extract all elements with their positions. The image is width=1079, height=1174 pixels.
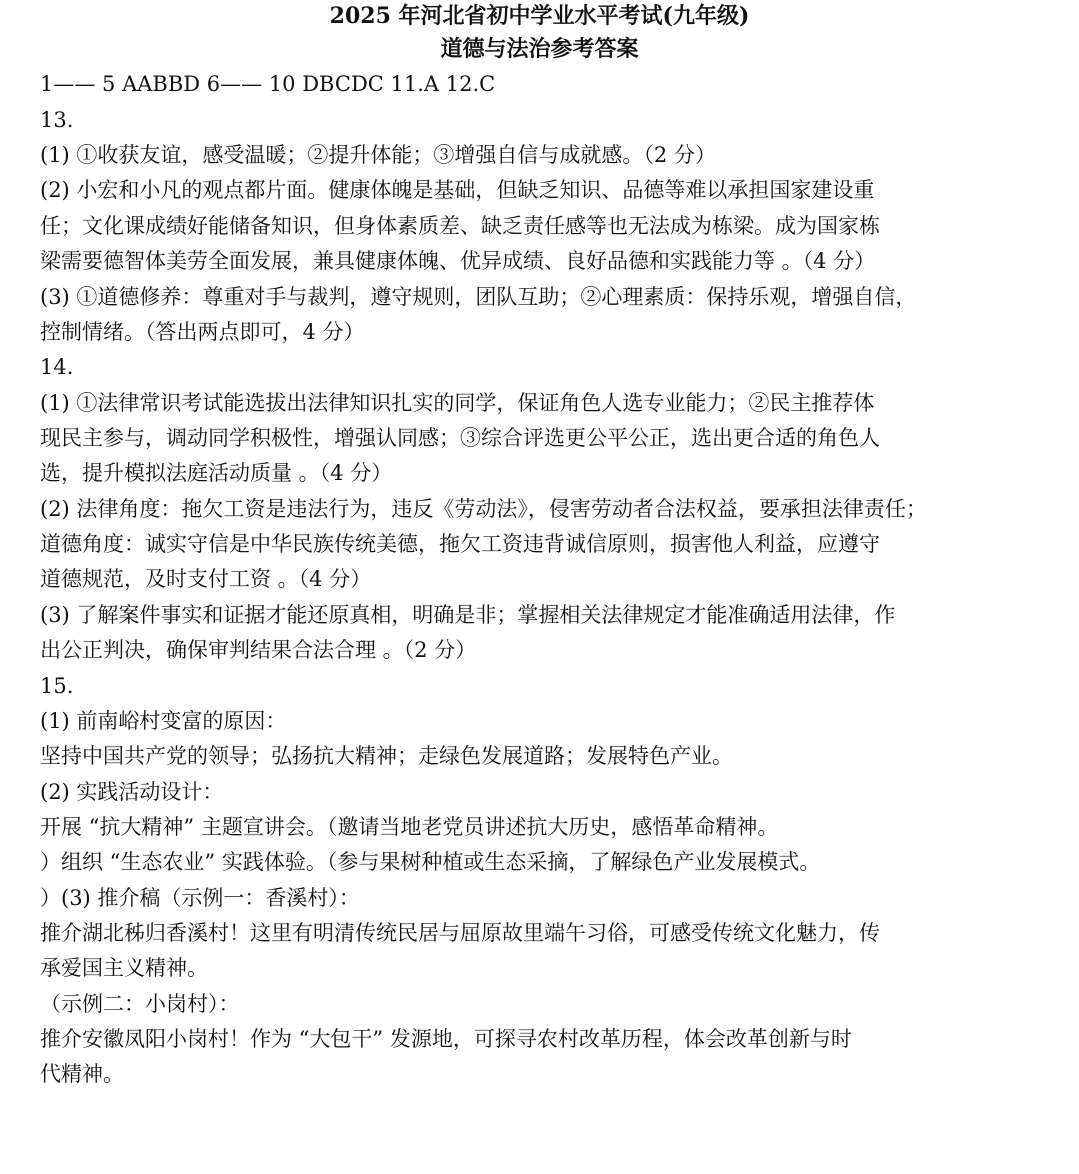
q15-part3-example1-line-2: 承爱国主义精神。 [40,956,208,980]
q14-part3-line-1: (3) 了解案件事实和证据才能还原真相，明确是非；掌握相关法律规定才能准确适用法律，作 [40,603,896,627]
q15-part3-example2-heading: （示例二：小岗村）： [40,992,240,1016]
q13-part1-line: (1) ①收获友谊，感受温暖；②提升体能；③增强自信与成就感。（2 分） [40,143,716,167]
document-subtitle: 道德与法治参考答案 [440,36,639,62]
q13-part2-line-3: 梁需要德智体美劳全面发展，兼具健康体魄、优异成绩、良好品德和实践能力等 。（4 分） [40,249,876,273]
document-title: 2025 年河北省初中学业水平考试(九年级) [329,3,750,29]
q13-part2-line-1: (2) 小宏和小凡的观点都片面。健康体魄是基础，但缺乏知识、品德等难以承担国家建设重 [40,178,875,202]
answers-choice-line: 1—— 5 AABBD 6—— 10 DBCDC 11.A 12.C [40,72,496,96]
q13-part3-line-1: (3) ①道德修养：尊重对手与裁判，遵守规则，团队互助；②心理素质：保持乐观，增强自信， [40,285,917,309]
q15-part3-example2-line-1: 推介安徽凤阳小岗村！作为 “大包干” 发源地，可探寻农村改革历程，体会改革创新与时 [40,1027,852,1051]
q14-part1-line-3: 选，提升模拟法庭活动质量 。（4 分） [40,461,393,485]
q15-part3-heading: ）(3) 推介稿（示例一：香溪村）： [40,886,360,910]
q15-part2-heading: (2) 实践活动设计： [40,780,224,804]
question-13-number: 13. [40,108,74,132]
q14-part2-line-2: 道德角度：诚实守信是中华民族传统美德，拖欠工资违背诚信原则，损害他人利益，应遵守 [40,532,880,556]
question-15-number: 15. [40,674,74,698]
q15-part1-answer: 坚持中国共产党的领导；弘扬抗大精神；走绿色发展道路；发展特色产业。 [40,744,733,768]
q14-part1-line-2: 现民主参与，调动同学积极性，增强认同感；③综合评选更公平公正，选出更合适的角色人 [40,426,880,450]
q14-part1-line-1: (1) ①法律常识考试能选拔出法律知识扎实的同学，保证角色人选专业能力；②民主推荐体 [40,391,875,415]
q13-part2-line-2: 任；文化课成绩好能储备知识，但身体素质差、缺乏责任感等也无法成为栋梁。成为国家栋 [40,214,880,238]
q14-part3-line-2: 出公正判决，确保审判结果合法合理 。（2 分） [40,638,477,662]
q15-part3-example2-line-2: 代精神。 [40,1062,124,1086]
q15-part2-line-1: 开展 “抗大精神” 主题宣讲会。（邀请当地老党员讲述抗大历史，感悟革命精神。 [40,815,779,839]
q15-part2-line-2: ）组织 “生态农业” 实践体验。（参与果树种植或生态采摘，了解绿色产业发展模式。 [40,850,821,874]
q14-part2-line-1: (2) 法律角度：拖欠工资是违法行为，违反《劳动法》，侵害劳动者合法权益，要承担法律责任； [40,497,927,521]
q13-part3-line-2: 控制情绪。（答出两点即可，4 分） [40,320,365,344]
q15-part1-heading: (1) 前南峪村变富的原因： [40,709,287,733]
question-14-number: 14. [40,355,74,379]
q15-part3-example1-line-1: 推介湖北秭归香溪村！这里有明清传统民居与屈原故里端午习俗，可感受传统文化魅力，传 [40,921,880,945]
q14-part2-line-3: 道德规范，及时支付工资 。（4 分） [40,567,372,591]
